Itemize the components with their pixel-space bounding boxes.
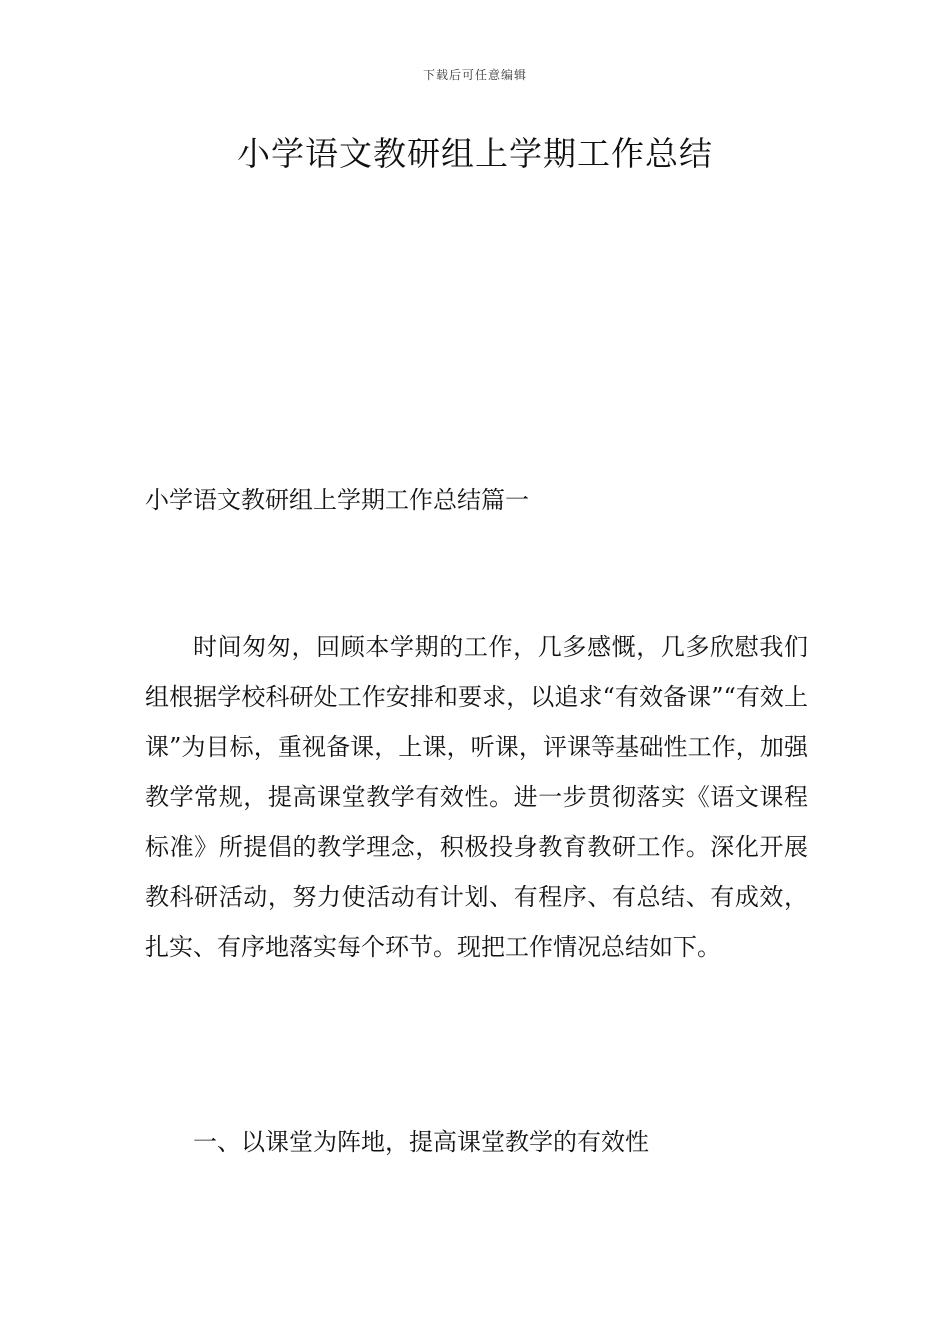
sub-heading-1: 一、以课堂为阵地，提高课堂教学的有效性 (193, 1128, 649, 1156)
intro-paragraph: 时间匆匆，回顾本学期的工作，几多感慨，几多欣慰我们组根据学校科研处工作安排和要求，以追求“有效备课”“有效上课”为目标，重视备课，上课，听课，评课等基础性工作，加强教学常规，提高课堂教学有效性。进一步贯彻落实《语文课程标准》所提倡的教学理念，积极投身教育教研工作。深化开展教科研活动，努力使活动有计划、有程序、有总结、有成效，扎实、有序地落实每个环节。现把工作情况总结如下。 (145, 633, 808, 961)
section-heading: 小学语文教研组上学期工作总结篇一 (145, 486, 529, 514)
header-note: 下载后可任意编辑 (422, 68, 527, 82)
document-title: 小学语文教研组上学期工作总结 (237, 134, 713, 173)
